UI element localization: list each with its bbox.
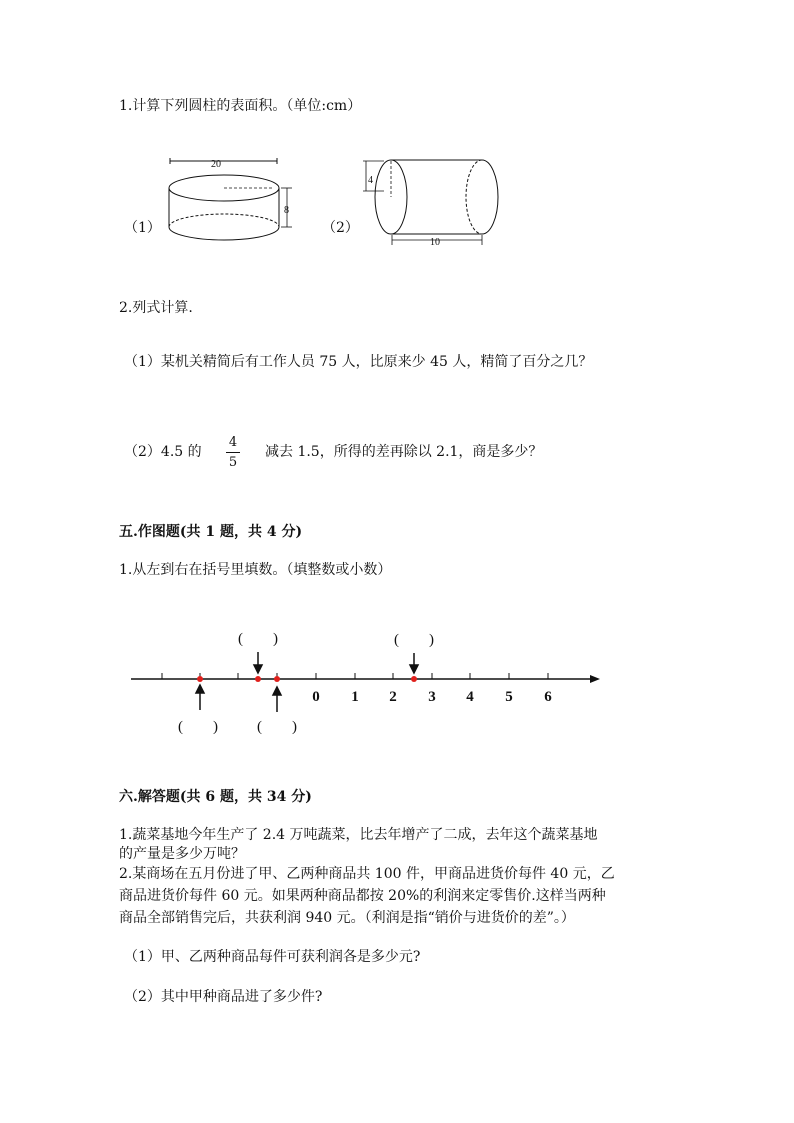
arrow-up-c <box>273 687 281 712</box>
blank-top-b: ( ) <box>238 631 278 647</box>
fig1-label: （1） <box>124 220 161 236</box>
section-6-q2-sub2: （2）其中甲种商品进了多少件? <box>124 989 323 1005</box>
section-6-q2-line3: 商品全部销售完后，共获利润 940 元。（利润是指“销价与进货价的差”。） <box>119 910 575 926</box>
fraction-numerator: 4 <box>228 435 238 450</box>
q4-2-part1: （1）某机关精简后有工作人员 75 人，比原来少 45 人，精简了百分之几？ <box>124 354 593 370</box>
q4-2-title: 2.列式计算. <box>119 300 193 316</box>
arrow-up-a <box>196 685 204 710</box>
fig1-diameter-label: 20 <box>211 159 221 170</box>
point-d <box>411 676 417 682</box>
fig2-diameter-label: 4 <box>368 175 373 186</box>
fig1-height-label: 8 <box>284 205 289 216</box>
blank-bottom-a: ( ) <box>178 719 218 735</box>
tick-label-6: 6 <box>544 689 552 705</box>
fraction-four-fifths <box>223 435 243 470</box>
section-6-q1-line1: 1.蔬菜基地今年生产了 2.4 万吨蔬菜，比去年增产了二成，去年这个蔬菜基地 <box>119 827 598 843</box>
tick-label-1: 1 <box>351 689 359 705</box>
section-5-q1: 1.从左到右在括号里填数。（填整数或小数） <box>119 562 392 578</box>
cylinder-horizontal-figure <box>362 155 507 250</box>
section-6-q1-line2: 的产量是多少万吨？ <box>119 846 245 862</box>
blank-top-d: ( ) <box>394 632 434 648</box>
arrow-down-d <box>410 653 418 673</box>
fig2-label: （2） <box>322 220 359 236</box>
q4-1-title: 1.计算下列圆柱的表面积。（单位:cm） <box>119 98 362 114</box>
q4-2-part2-after: 减去 1.5，所得的差再除以 2.1，商是多少？ <box>265 444 543 460</box>
point-c <box>274 676 280 682</box>
section-6-q2-line1: 2.某商场在五月份进了甲、乙两种商品共 100 件，甲商品进货价每件 40 元，乙 <box>119 866 615 882</box>
blank-bottom-c: ( ) <box>257 719 297 735</box>
fig2-length-label: 10 <box>430 237 440 248</box>
number-line <box>0 620 794 740</box>
section-5-heading: 五.作图题(共 1 题，共 4 分) <box>119 524 303 540</box>
fraction-denominator: 5 <box>228 455 238 470</box>
arrow-down-b <box>254 652 262 673</box>
tick-label-3: 3 <box>428 689 436 705</box>
section-6-q2-sub1: （1）甲、乙两种商品每件可获利润各是多少元? <box>124 949 421 965</box>
tick-label-2: 2 <box>389 689 397 705</box>
section-6-q2-line2: 商品进货价每件 60 元。如果两种商品都按 20%的利润来定零售价.这样当两种 <box>119 888 606 904</box>
cylinder-upright-figure <box>160 155 300 245</box>
point-b <box>255 676 261 682</box>
tick-label-5: 5 <box>505 689 513 705</box>
tick-label-0: 0 <box>312 689 320 705</box>
section-6-heading: 六.解答题(共 6 题，共 34 分) <box>119 789 312 805</box>
tick-label-4: 4 <box>466 689 474 705</box>
q4-2-part2-before: （2）4.5 的 <box>124 444 202 460</box>
point-a <box>197 676 203 682</box>
